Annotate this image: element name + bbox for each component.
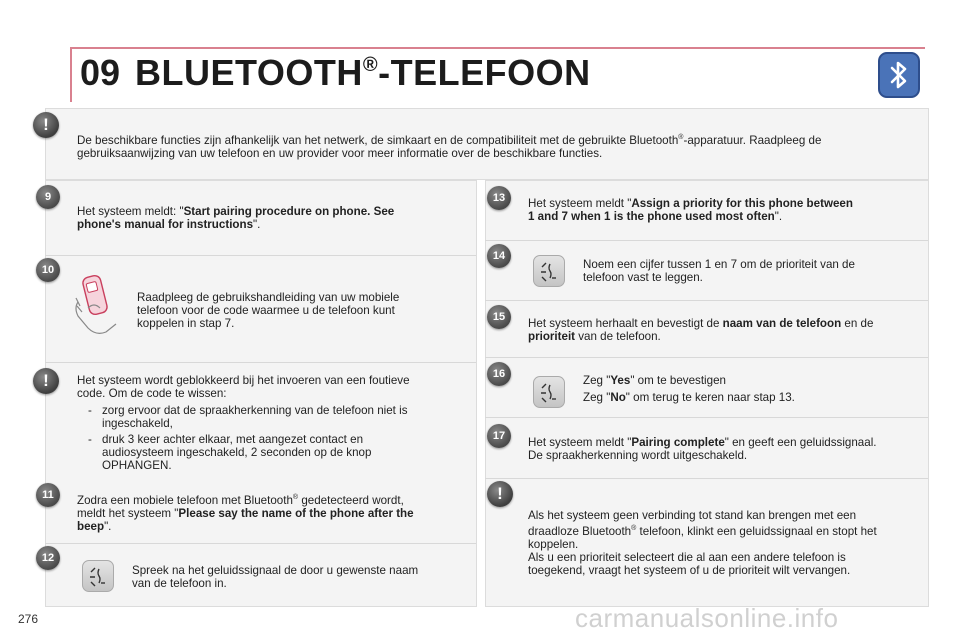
step-11-l1b: gedetecteerd wordt, [298,493,404,507]
step-13-text [528,197,918,223]
left-warning-line2: code. Om de code te wissen: [77,387,227,400]
left-separator-3 [45,543,476,544]
step-16-no [583,391,913,404]
step-16-no-post: " om terug te keren naar stap 13. [625,391,795,404]
left-warning-line1: Het systeem wordt geblokkeerd bij het invoeren van een foutieve [77,374,410,387]
right-warning-l2b: telefoon, klinkt een geluidssignaal en stopt het [636,524,877,538]
step-12-line2: van de telefoon in. [132,577,227,590]
step-9-text [77,205,457,231]
intro-text-part3: gebruiksaanwijzing van uw telefoon en uw provider voor meer informatie over de beschikbare functies. [77,146,603,160]
intro-text-part1: De beschikbare functies zijn afhankelijk van het netwerk, de simkaart en de compatibiliteit met de gebruikte Bluetooth [77,133,679,147]
step-11-l2b: Please say the name of the phone after the [178,506,414,520]
step-10-line3: koppelen in stap 7. [137,317,235,330]
step-16-yes-bold: Yes [610,374,631,387]
step-10-badge: 10 [36,258,60,282]
right-warning-text [528,509,923,551]
left-separator-1 [45,255,476,256]
step-16-yes-pre: Zeg " [583,374,611,387]
page-title [135,52,591,94]
step-10-line2: telefoon voor de code waarmee u de telefoon kunt [137,304,395,317]
step-14-line1: Noem een cijfer tussen 1 en 7 om de prioriteit van de [583,258,855,271]
warning-icon: ! [487,481,513,507]
step-17-text [528,436,923,462]
warning-icon: ! [33,112,59,138]
right-warning-line4: Als u een prioriteit selecteert die al aan een andere telefoon is [528,551,846,564]
step-13-bold1: Assign a priority for this phone between [631,197,853,210]
step-16-no-bold: No [610,391,626,404]
right-warning-registered: ® [631,525,637,532]
step-17-l1a: Het systeem meldt " [528,436,632,449]
step-14-badge: 14 [487,244,511,268]
right-separator-3 [485,357,928,358]
step-15-l1b: naam van de telefoon [722,317,842,330]
step-13-post: ". [774,210,783,223]
right-separator-1 [485,240,928,241]
bullet-dash: - [88,433,92,446]
bullet-dash: - [88,404,92,417]
step-11-l2a: meldt het systeem " [77,506,179,520]
right-warning-l2a: draadloze Bluetooth [528,524,632,538]
left-warning-bullet-1 [102,404,462,430]
step-9-bold1: Start pairing procedure on phone. See [183,205,395,218]
step-11-registered: ® [292,494,299,501]
left-warning-text [77,374,467,400]
right-separator-4 [485,417,928,418]
chapter-number: 09 [80,52,121,93]
step-9-badge: 9 [36,185,60,209]
voice-command-icon [82,560,114,592]
step-15-l2a: prioriteit [528,330,576,343]
page-title-suffix: -TELEFOON [378,52,591,93]
step-16-badge: 16 [487,362,511,386]
right-warning-line1: Als het systeem geen verbinding tot stand kan brengen met een [528,509,857,522]
page-number: 276 [18,612,39,626]
right-separator-5 [485,478,928,479]
intro-text [77,131,917,160]
step-12-text [132,564,462,590]
step-15-text [528,317,918,343]
bullet-2-line1: druk 3 keer achter elkaar, met aangezet contact en [102,433,364,446]
bullet-2-line2: audiosysteem ingeschakeld, 2 seconden op de knop [102,446,372,459]
step-11-l1a: Zodra een mobiele telefoon met Bluetooth [77,493,293,507]
step-17-line2: De spraakherkenning wordt uitgeschakeld. [528,449,748,462]
step-11-text [77,491,467,533]
step-11-l3b: ". [104,519,112,533]
bullet-1-line2: ingeschakeld, [102,417,173,430]
step-12-line1: Spreek na het geluidssignaal de door u gewenste naam [132,564,419,577]
bluetooth-icon [878,52,920,98]
step-15-badge: 15 [487,305,511,329]
step-9-pre: Het systeem meldt: " [77,205,184,218]
right-warning-line5: toegekend, vraagt het systeem of u de prioriteit wilt vervangen. [528,564,851,577]
step-9-post: ". [253,218,261,231]
left-warning-bullet-2 [102,433,462,472]
right-warning-text-2 [528,551,923,577]
step-15-l1a: Het systeem herhaalt en bevestigt de [528,317,723,330]
voice-command-icon [533,255,565,287]
intro-text-part2: -apparatuur. Raadpleeg de [683,133,822,147]
right-separator-2 [485,300,928,301]
step-9-bold2: phone's manual for instructions [77,218,254,231]
warning-icon: ! [33,368,59,394]
step-13-badge: 13 [487,186,511,210]
step-15-l1c: en de [841,317,874,330]
watermark: carmanualsonline.info [575,603,839,633]
header-accent-line [70,47,925,49]
step-14-line2: telefoon vast te leggen. [583,271,703,284]
page-title-main: BLUETOOTH [135,52,363,93]
step-16-no-pre: Zeg " [583,391,611,404]
right-warning-line3: koppelen. [528,537,579,551]
step-10-line1: Raadpleeg de gebruikshandleiding van uw mobiele [137,291,400,304]
step-13-pre: Het systeem meldt " [528,197,632,210]
step-15-l2b: van de telefoon. [575,330,661,343]
step-14-text [583,258,913,284]
step-13-bold2: 1 and 7 when 1 is the phone used most often [528,210,775,223]
left-separator-2 [45,362,476,363]
step-17-l1c: " en geeft een geluidssignaal. [724,436,877,449]
step-10-text [137,291,467,330]
page-title-registered: ® [362,54,379,76]
step-17-badge: 17 [487,424,511,448]
step-16-yes-post: " om te bevestigen [630,374,726,387]
step-11-l3a: beep [77,519,105,533]
intro-registered: ® [678,134,684,141]
step-17-l1b: Pairing complete [631,436,725,449]
step-11-badge: 11 [36,483,60,507]
bullet-1-line1: zorg ervoor dat de spraakherkenning van de telefoon niet is [102,404,408,417]
voice-command-icon [533,376,565,408]
step-16-yes [583,374,913,387]
step-12-badge: 12 [36,546,60,570]
header-accent-line-vertical [70,47,72,102]
bullet-2-line3: OPHANGEN. [102,459,172,472]
phone-hand-icon [72,272,122,338]
